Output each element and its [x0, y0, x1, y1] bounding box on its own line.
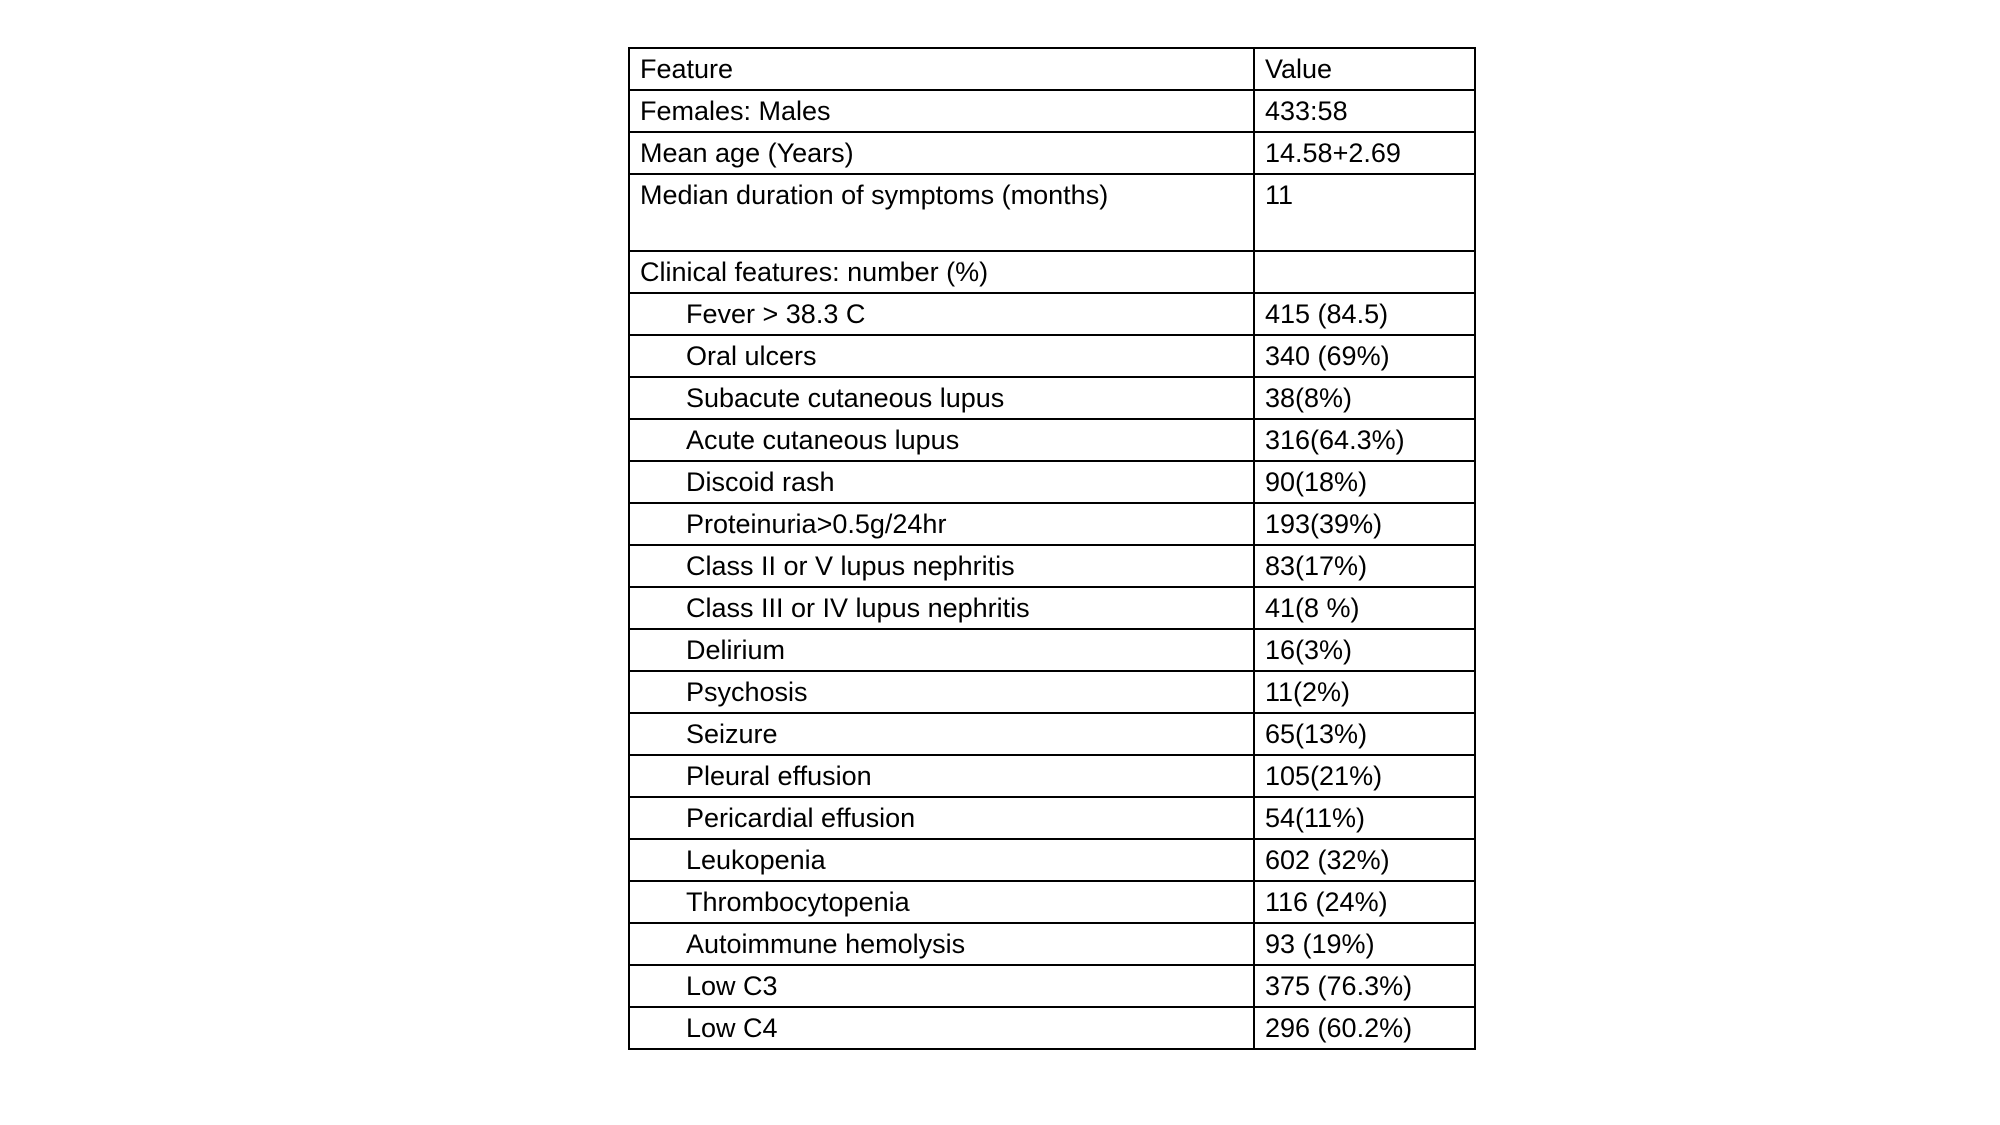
table-row	[629, 335, 1475, 377]
table-row	[629, 713, 1475, 755]
table-row	[629, 1007, 1475, 1049]
feature-cell: Acute cutaneous lupus	[629, 419, 1254, 461]
feature-cell: Pericardial effusion	[629, 797, 1254, 839]
feature-cell: Pleural effusion	[629, 755, 1254, 797]
table-row	[629, 545, 1475, 587]
table-row	[629, 251, 1475, 293]
feature-cell: Clinical features: number (%)	[629, 251, 1254, 293]
value-cell: 90(18%)	[1254, 461, 1475, 503]
value-cell: 340 (69%)	[1254, 335, 1475, 377]
table-row	[629, 503, 1475, 545]
feature-cell: Class III or IV lupus nephritis	[629, 587, 1254, 629]
table-row	[629, 377, 1475, 419]
value-cell	[1254, 251, 1475, 293]
table-row	[629, 174, 1475, 251]
value-cell: 41(8 %)	[1254, 587, 1475, 629]
value-cell: 105(21%)	[1254, 755, 1475, 797]
feature-cell: Autoimmune hemolysis	[629, 923, 1254, 965]
table-row	[629, 419, 1475, 461]
table-row	[629, 839, 1475, 881]
value-cell: 375 (76.3%)	[1254, 965, 1475, 1007]
feature-cell: Proteinuria>0.5g/24hr	[629, 503, 1254, 545]
value-cell: 415 (84.5)	[1254, 293, 1475, 335]
value-cell: 11	[1254, 174, 1475, 251]
feature-cell: Fever > 38.3 C	[629, 293, 1254, 335]
feature-cell: Median duration of symptoms (months)	[629, 174, 1254, 251]
value-cell: 38(8%)	[1254, 377, 1475, 419]
feature-cell: Subacute cutaneous lupus	[629, 377, 1254, 419]
table-row	[629, 755, 1475, 797]
table-row	[629, 965, 1475, 1007]
value-cell: 116 (24%)	[1254, 881, 1475, 923]
value-cell: 316(64.3%)	[1254, 419, 1475, 461]
table-row	[629, 629, 1475, 671]
table-row	[629, 293, 1475, 335]
table-row	[629, 90, 1475, 132]
table-row	[629, 461, 1475, 503]
feature-cell: Discoid rash	[629, 461, 1254, 503]
features-table	[628, 47, 1476, 1050]
value-cell: 602 (32%)	[1254, 839, 1475, 881]
feature-cell: Psychosis	[629, 671, 1254, 713]
header-feature: Feature	[629, 48, 1254, 90]
feature-cell: Low C4	[629, 1007, 1254, 1049]
feature-cell: Females: Males	[629, 90, 1254, 132]
table-row	[629, 671, 1475, 713]
value-cell: 193(39%)	[1254, 503, 1475, 545]
value-cell: 93 (19%)	[1254, 923, 1475, 965]
feature-cell: Delirium	[629, 629, 1254, 671]
feature-cell: Thrombocytopenia	[629, 881, 1254, 923]
value-cell: 11(2%)	[1254, 671, 1475, 713]
feature-cell: Low C3	[629, 965, 1254, 1007]
value-cell: 296 (60.2%)	[1254, 1007, 1475, 1049]
table-header-row	[629, 48, 1475, 90]
table-row	[629, 587, 1475, 629]
table-row	[629, 132, 1475, 174]
feature-cell: Oral ulcers	[629, 335, 1254, 377]
value-cell: 14.58+2.69	[1254, 132, 1475, 174]
value-cell: 16(3%)	[1254, 629, 1475, 671]
value-cell: 433:58	[1254, 90, 1475, 132]
table-row	[629, 923, 1475, 965]
table-row	[629, 881, 1475, 923]
value-cell: 83(17%)	[1254, 545, 1475, 587]
value-cell: 54(11%)	[1254, 797, 1475, 839]
value-cell: 65(13%)	[1254, 713, 1475, 755]
feature-cell: Leukopenia	[629, 839, 1254, 881]
feature-cell: Seizure	[629, 713, 1254, 755]
header-value: Value	[1254, 48, 1475, 90]
feature-cell: Mean age (Years)	[629, 132, 1254, 174]
table-row	[629, 797, 1475, 839]
feature-cell: Class II or V lupus nephritis	[629, 545, 1254, 587]
